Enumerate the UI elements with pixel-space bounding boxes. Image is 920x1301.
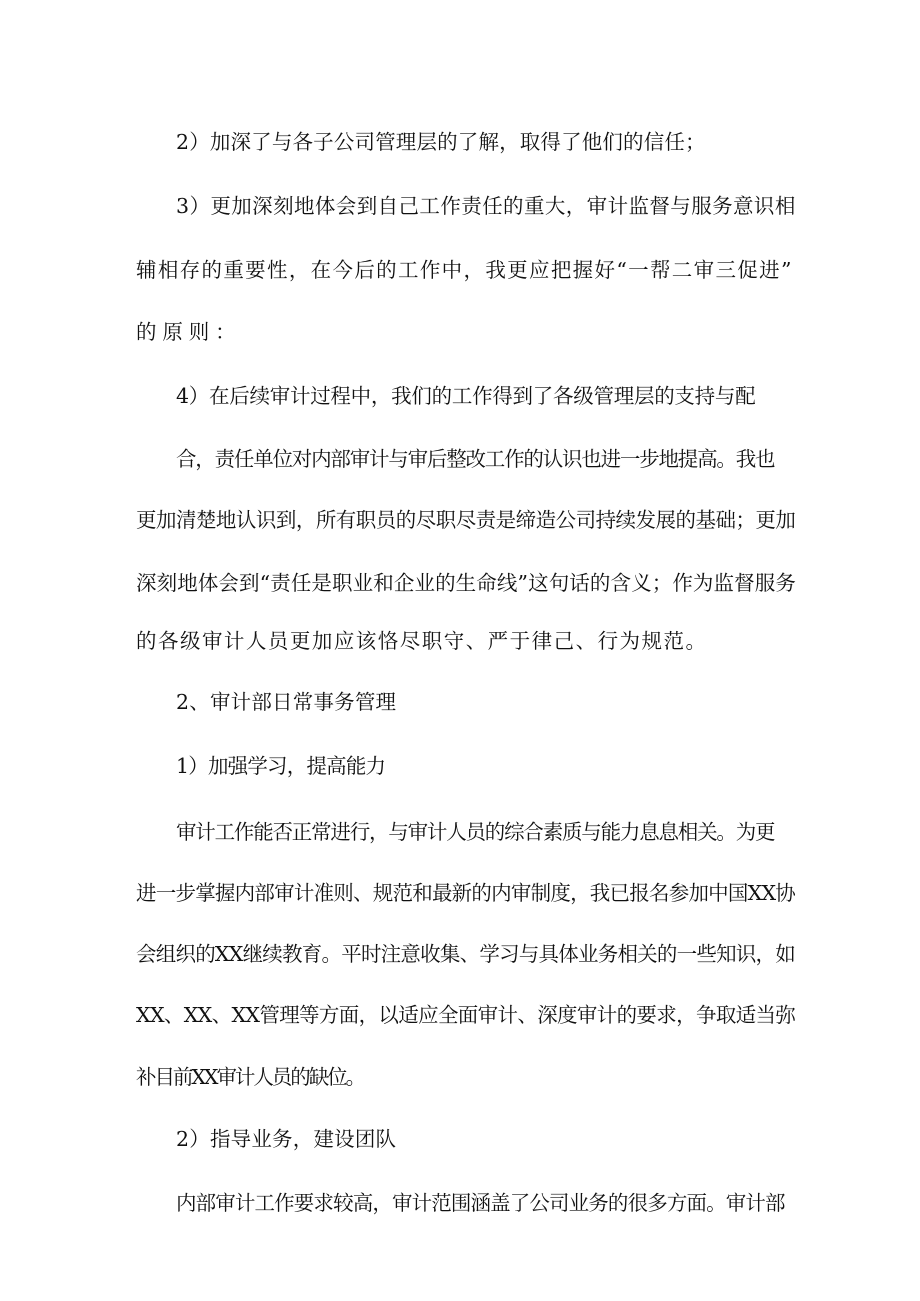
text-line-3: 辅相存的重要性，在今后的工作中，我更应把握好“一帮二审三促进” [136,258,793,282]
text-line-9: 的各级审计人员更加应该恪尽职守、严于律己、行为规范。 [136,629,708,653]
text-line-7: 更加清楚地认识到，所有职员的尽职尽责是缔造公司持续发展的基础；更加 [136,508,796,532]
text-line-14: 会组织的XX继续教育。平时注意收集、学习与具体业务相关的一些知识，如 [136,942,796,966]
section-heading: 2、审计部日常事务管理 [176,690,397,714]
text-line-15: XX、XX、XX管理等方面，以适应全面审计、深度审计的要求，争取适当弥 [136,1003,796,1027]
text-line-5: 4）在后续审计过程中，我们的工作得到了各级管理层的支持与配 [176,384,756,408]
text-line-4: 的原则： [136,320,242,344]
text-line-2: 3）更加深刻地体会到自己工作责任的重大，审计监督与服务意识相 [176,194,796,218]
subheading-2: 2）指导业务，建设团队 [176,1127,397,1151]
text-line-8: 深刻地体会到“责任是职业和企业的生命线”这句话的含义；作为监督服务 [136,571,796,595]
text-line-18: 内部审计工作要求较高，审计范围涵盖了公司业务的很多方面。审计部 [176,1191,785,1215]
text-line-13: 进一步掌握内部审计准则、规范和最新的内审制度，我已报名参加中国XX协 [136,881,796,905]
text-line-12: 审计工作能否正常进行，与审计人员的综合素质与能力息息相关。为更 [176,820,775,844]
text-line-16: 补目前XX审计人员的缺位。 [136,1065,365,1089]
text-line-1: 2）加深了与各子公司管理层的了解，取得了他们的信任； [176,130,706,154]
text-line-6: 合，责任单位对内部审计与审后整改工作的认识也进一步地提高。我也 [176,447,775,471]
subheading-1: 1）加强学习，提高能力 [176,754,386,778]
